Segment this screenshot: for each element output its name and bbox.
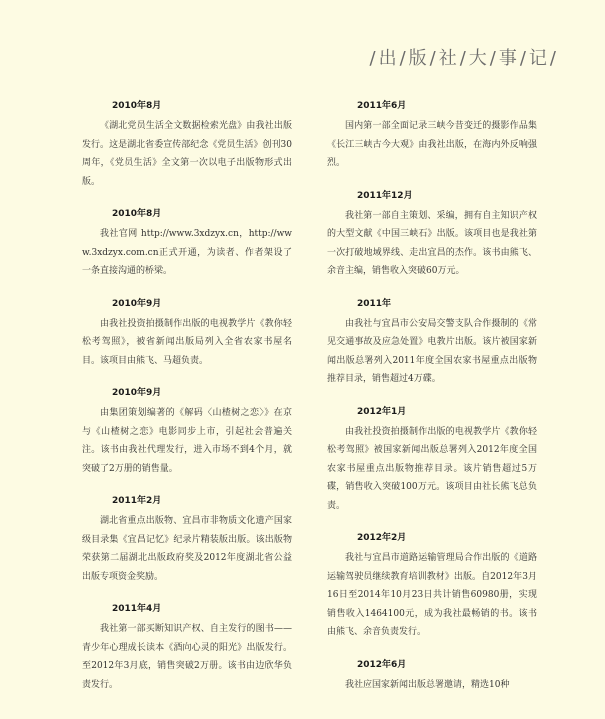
timeline-entry [327,659,537,695]
entry-date: 2011年6月 [357,101,407,111]
entry-text: 由我社投资拍摄制作出版的电视教学片《教你轻松考驾照》，被省新闻出版局列入全省农家书屋名目。该项目由熊飞、马超负责。 [82,318,292,366]
entry-date: 2010年8月 [112,101,162,111]
entry-text: 我社应国家新闻出版总署邀请，精选10种 [345,679,510,690]
entry-date: 2012年2月 [357,533,407,543]
entry-date: 2010年9月 [112,388,162,398]
timeline-entry [327,532,537,642]
entry-text: 我社第一部买断知识产权、自主发行的图书——青少年心理成长读本《酒向心灵的阳光》出版发行。至2012年3月底，销售突破2万册。该书由边欣华负责发行。 [82,624,292,690]
entry-text: 由我社与宜昌市公安局交警支队合作摄制的《常见交通事故及应急处置》电教片出版。该片被国家新闻出版总署列入2011年度全国农家书屋重点出版物推荐目录，销售超过4万碟。 [327,318,537,384]
entry-date: 2012年6月 [357,659,407,670]
entry-date: 2011年2月 [112,496,162,506]
timeline-entry [82,298,292,371]
entry-date: 2012年1月 [357,406,407,417]
entry-text: 《湖北党员生活全文数据检索光盘》由我社出版发行。这是湖北省委宣传部纪念《党员生活》创刊30周年，《党员生活》全文第一次以电子出版物形式出版。 [82,121,292,187]
timeline-entry [327,406,537,516]
entry-date: 2010年8月 [112,209,162,219]
entry-text: 由我社投资拍摄制作出版的电视教学片《教你轻松考驾照》被国家新闻出版总署列入2012年度全国农家书屋重点出版物推荐目录。该片销售超过5万碟，销售收入突破100万元。该项目由社长熊飞总负责。 [327,426,537,511]
entry-date: 2011年 [357,298,392,309]
timeline-entry [82,100,292,191]
entry-text: 我社第一部自主策划、采编，拥有自主知识产权的大型文献《中国三峡石》出版。该项目也是我社第一次打破地域界线、走出宜昌的杰作。该书由熊飞、余音主编，销售收入突破60万元。 [327,210,537,276]
entry-date: 2011年4月 [112,604,162,614]
timeline-entry [82,495,292,586]
entry-text: 湖北省重点出版物、宜昌市非物质文化遗产国家级目录集《宜昌记忆》纪录片精装版出版。该出版物荣获第二届湖北出版政府奖及2012年度湖北省公益出版专项资金奖励。 [82,516,292,582]
entry-text: 我社与宜昌市道路运输管理局合作出版的《道路运输驾驶员继续教育培训教材》出版。自2012年3月16日至2014年10月23日共计销售60980册，实现销售收入1464100元，成为我社最畅销的书。该书由熊飞、余音负责发行。 [327,553,537,637]
left-column [82,100,292,711]
timeline-entry [327,298,537,389]
timeline-entry [327,100,537,173]
entry-date: 2011年12月 [357,190,413,201]
timeline-entry [327,190,537,281]
timeline-entry [82,603,292,694]
entry-text: 国内第一部全面记录三峡今昔变迁的摄影作品集《长江三峡古今大观》由我社出版，在海内外反响强烈。 [327,121,537,168]
right-column [327,100,537,711]
timeline-entry [82,208,292,281]
entry-text: 由集团策划编著的《解码〈山楂树之恋〉》在京与《山楂树之恋》电影同步上市，引起社会普遍关注。该书由我社代理发行，进入市场不到4个月，就突破了2万册的销售量。 [82,408,292,474]
section-header: /出/版/社/大/事/记/ [369,48,559,69]
timeline-entry [82,387,292,478]
entry-date: 2010年9月 [112,298,162,309]
entry-text: 我社官网 http://www.3xdzyx.cn，http://www.3xdzyx.com.cn正式开通，为读者、作者架设了一条直接沟通的桥梁。 [82,229,292,276]
